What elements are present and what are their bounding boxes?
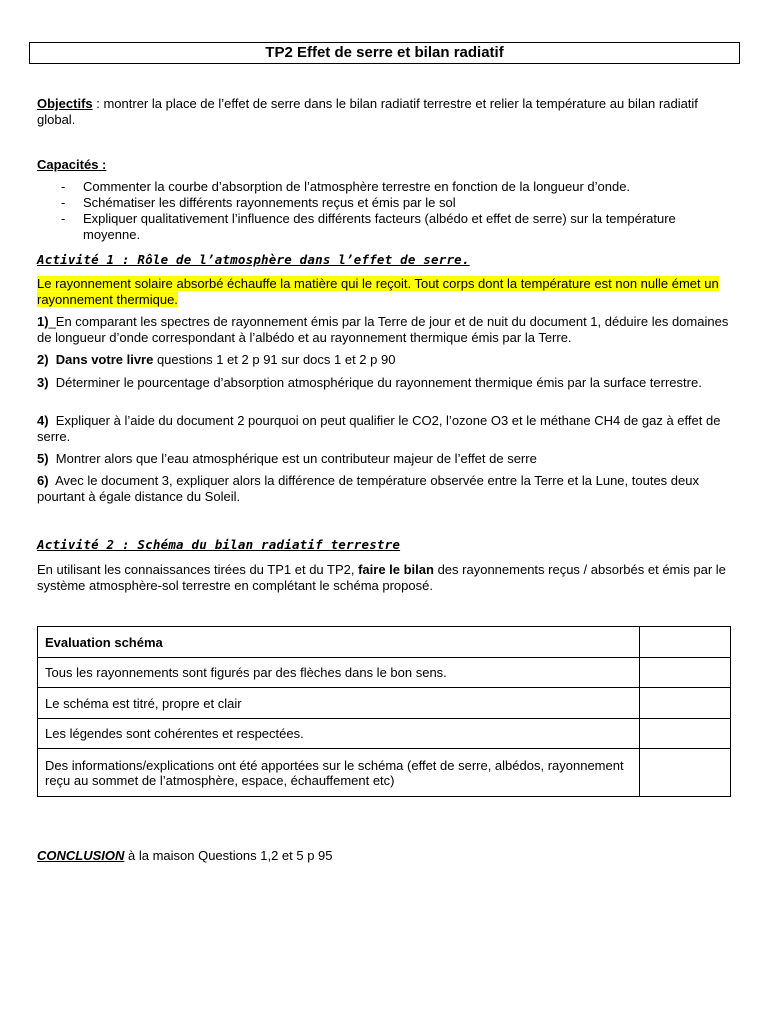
activite1-title: Activité 1 : Rôle de l’atmosphère dans l’effet de serre. <box>37 252 470 267</box>
question-text: Déterminer le pourcentage d’absorption atmosphérique du rayonnement thermique émis par la surface terrestre. <box>55 375 702 390</box>
evaluation-criterion: Des informations/explications ont été apportées sur le schéma (effet de serre, albédos, rayonnement reçu au sommet de l’atmosphère, espace, échauffement etc) <box>38 749 640 797</box>
evaluation-checkbox-cell[interactable] <box>640 627 731 658</box>
page-title: TP2 Effet de serre et bilan radiatif <box>29 42 740 64</box>
capacite-item: - Commenter la courbe d’absorption de l’atmosphère terrestre en fonction de la longueur d’onde. <box>37 179 731 195</box>
conclusion-label: CONCLUSION <box>37 848 125 863</box>
activite2-text: des rayonnements reçus / absorbés et émis par le système atmosphère-sol terrestre en complétant le schéma proposé. <box>37 562 726 593</box>
evaluation-checkbox-cell[interactable] <box>640 749 731 797</box>
question-number: 6) <box>37 473 49 488</box>
question-text: questions 1 et 2 p 91 sur docs 1 et 2 p 90 <box>153 352 396 367</box>
question-number: 1) <box>37 314 49 329</box>
question-number: 2) <box>37 352 49 367</box>
question-2 <box>37 352 733 368</box>
activite1-intro <box>37 276 733 308</box>
question-5 <box>37 451 733 467</box>
question-text: Avec le document 3, expliquer alors la différence de température observée entre la Terre et la Lune, toutes deux pourtant à égale distance du Soleil. <box>37 473 699 504</box>
activite2-title: Activité 2 : Schéma du bilan radiatif terrestre <box>37 537 401 552</box>
objectifs-text: : montrer la place de l’effet de serre dans le bilan radiatif terrestre et relier la température au bilan radiatif global. <box>37 96 698 127</box>
table-row <box>38 749 731 797</box>
evaluation-criterion: Tous les rayonnements sont figurés par des flèches dans le bon sens. <box>38 658 640 688</box>
evaluation-criterion: Les légendes sont cohérentes et respectées. <box>38 719 640 749</box>
question-6 <box>37 473 733 505</box>
capacites-list <box>37 179 731 243</box>
question-number: 3) <box>37 375 49 390</box>
question-text: _En comparant les spectres de rayonnement émis par la Terre de jour et de nuit du document 1, déduire les domaines de longueur d’onde correspondant à l’albédo et au rayonnement thermique émis par la Terre. <box>37 314 729 345</box>
table-row <box>38 719 731 749</box>
evaluation-table <box>37 626 731 797</box>
objectifs-paragraph <box>37 96 731 128</box>
activite2-emphasis: faire le bilan <box>358 562 434 577</box>
evaluation-checkbox-cell[interactable] <box>640 658 731 688</box>
question-number: 5) <box>37 451 49 466</box>
evaluation-checkbox-cell[interactable] <box>640 688 731 719</box>
activite2-paragraph <box>37 562 731 594</box>
evaluation-checkbox-cell[interactable] <box>640 719 731 749</box>
question-text: Expliquer à l’aide du document 2 pourquoi on peut qualifier le CO2, l’ozone O3 et le méthane CH4 de gaz à effet de serre. <box>37 413 721 444</box>
activite2-text: En utilisant les connaissances tirées du TP1 et du TP2, <box>37 562 359 577</box>
conclusion-line <box>37 848 333 864</box>
question-text: Montrer alors que l’eau atmosphérique est un contributeur majeur de l’effet de serre <box>55 451 537 466</box>
question-emphasis: Dans votre livre <box>55 352 154 367</box>
table-row <box>38 688 731 719</box>
question-4 <box>37 413 733 445</box>
capacite-item: - Schématiser les différents rayonnements reçus et émis par le sol <box>37 195 731 211</box>
capacites-heading: Capacités : <box>37 157 107 172</box>
evaluation-header: Evaluation schéma <box>38 627 640 658</box>
highlighted-statement: Le rayonnement solaire absorbé échauffe la matière qui le reçoit. Tout corps dont la température est non nulle émet un rayonnement thermique. <box>37 276 719 307</box>
question-number: 4) <box>37 413 49 428</box>
table-row <box>38 627 731 658</box>
objectifs-label: Objectifs <box>37 96 93 111</box>
conclusion-text: à la maison Questions 1,2 et 5 p 95 <box>124 848 333 863</box>
question-3 <box>37 375 733 391</box>
evaluation-criterion: Le schéma est titré, propre et clair <box>38 688 640 719</box>
table-row <box>38 658 731 688</box>
question-1 <box>37 314 733 346</box>
capacite-item: - Expliquer qualitativement l’influence des différents facteurs (albédo et effet de serre) sur la température moyenne. <box>37 211 731 243</box>
